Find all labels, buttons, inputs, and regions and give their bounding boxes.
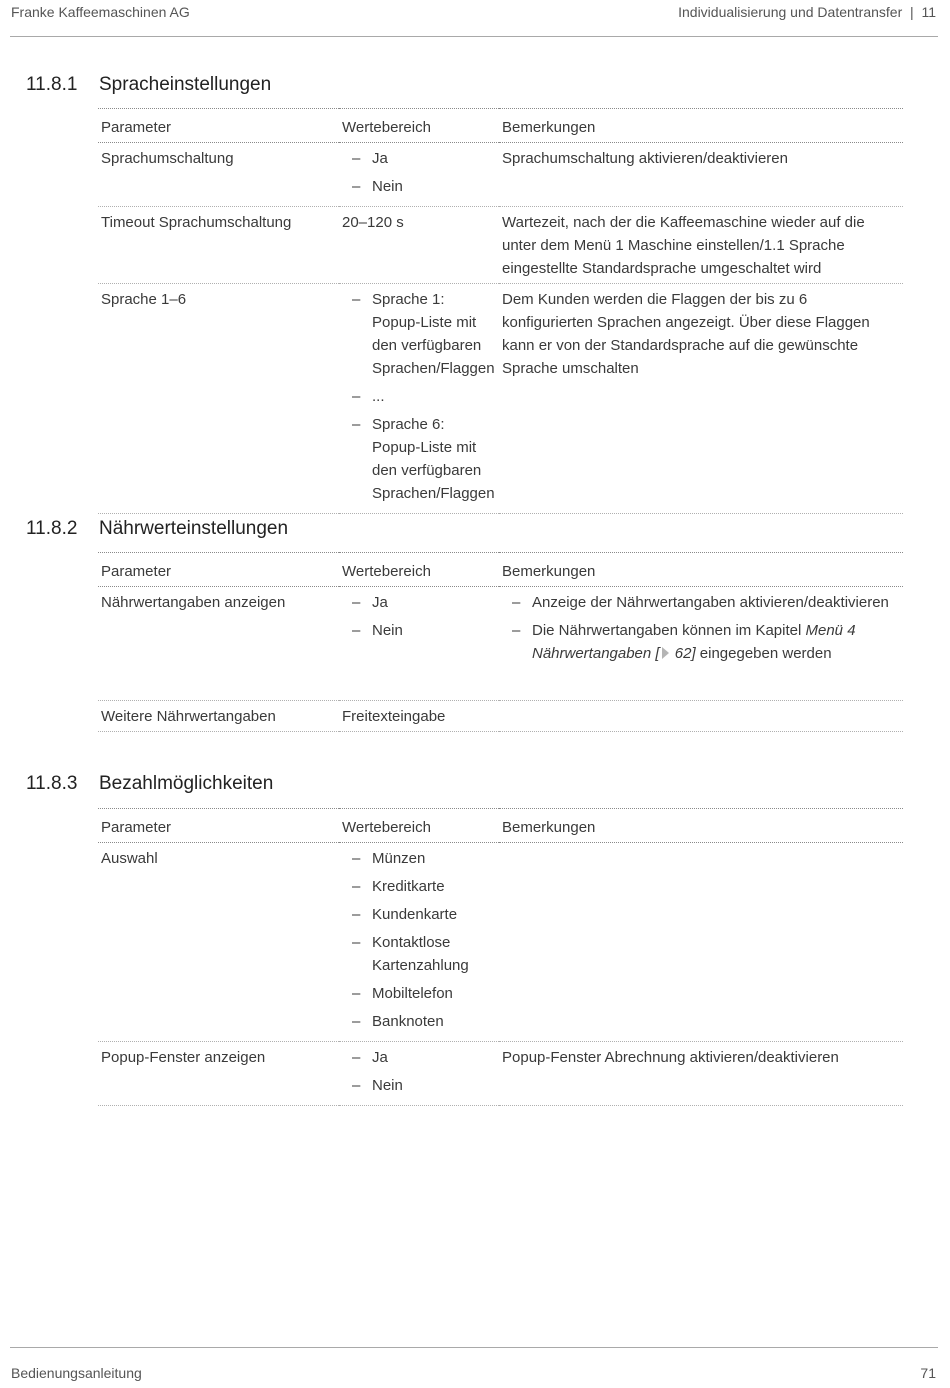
remark-cell — [499, 587, 903, 701]
list-item: – Münzen — [342, 847, 496, 870]
document-title: Bedienungsanleitung — [11, 1365, 142, 1381]
column-header-range: Wertebereich — [339, 553, 499, 587]
list-item: – Ja — [342, 1046, 496, 1069]
list-item: – Ja — [342, 147, 496, 170]
column-header-remarks: Bemerkungen — [499, 553, 903, 587]
page-number: 71 — [920, 1365, 936, 1381]
section-title-language: 11.8.1 Spracheinstellungen — [26, 74, 272, 95]
nutrition-settings-table — [98, 552, 903, 732]
page-footer — [10, 1347, 938, 1388]
column-header-parameter: Parameter — [98, 553, 339, 587]
payment-options-table — [98, 808, 903, 1106]
company-name: Franke Kaffeemaschinen AG — [11, 4, 190, 20]
page-header — [10, 0, 938, 37]
list-item: – Die Nährwertangaben können im Kapitel Menü 4 Nährwertangaben [ 62] eingegeben werden — [502, 619, 900, 665]
list-item: – ... — [342, 385, 496, 408]
param-cell: Popup-Fenster anzeigen — [98, 1042, 339, 1106]
table-row — [98, 143, 903, 207]
cross-reference-link[interactable]: Menü 4 Nährwertangaben [ 62] — [532, 622, 856, 662]
table-row — [98, 1042, 903, 1106]
remark-cell — [499, 701, 903, 732]
table-header-row — [98, 809, 903, 843]
remark-cell — [499, 843, 903, 1042]
list-item: – Kundenkarte — [342, 903, 496, 926]
param-cell: Sprachumschaltung — [98, 143, 339, 207]
range-cell — [339, 143, 499, 207]
list-item: – Nein — [342, 619, 496, 642]
list-item: – Kreditkarte — [342, 875, 496, 898]
section-title-payment: 11.8.3 Bezahlmöglichkeiten — [26, 773, 274, 794]
list-item: – Nein — [342, 1074, 496, 1097]
list-item: – Anzeige der Nährwertangaben aktivieren/deaktivieren — [502, 591, 900, 614]
column-header-parameter: Parameter — [98, 809, 339, 843]
param-cell: Nährwertangaben anzeigen — [98, 587, 339, 701]
column-header-range: Wertebereich — [339, 809, 499, 843]
list-item: – Mobiltelefon — [342, 982, 496, 1005]
section-title-nutrition: 11.8.2 Nährwerteinstellungen — [26, 518, 289, 539]
list-item: – Banknoten — [342, 1010, 496, 1033]
list-item: – Sprache 1: Popup-Liste mit den verfügbaren Sprachen/Flaggen — [342, 288, 496, 380]
list-item: – Kontaktlose Kartenzahlung — [342, 931, 496, 977]
remark-cell: Dem Kunden werden die Flaggen der bis zu 6 konfigurierten Sprachen angezeigt. Über diese Flaggen kann er von der Standardsprache auf die gewünschte Sprache umschalten — [499, 284, 903, 514]
column-header-remarks: Bemerkungen — [499, 809, 903, 843]
range-cell — [339, 1042, 499, 1106]
triangle-right-icon — [662, 647, 669, 659]
list-item: – Nein — [342, 175, 496, 198]
column-header-remarks: Bemerkungen — [499, 109, 903, 143]
remark-cell: Wartezeit, nach der die Kaffeemaschine wieder auf die unter dem Menü 1 Maschine einstellen/1.1 Sprache eingestellte Standardsprache umgeschaltet wird — [499, 207, 903, 284]
range-cell: 20–120 s — [339, 207, 499, 284]
range-cell: Freitexteingabe — [339, 701, 499, 732]
param-cell: Weitere Nährwertangaben — [98, 701, 339, 732]
table-row — [98, 284, 903, 514]
column-header-parameter: Parameter — [98, 109, 339, 143]
table-row — [98, 207, 903, 284]
table-header-row — [98, 109, 903, 143]
list-item: – Sprache 6: Popup-Liste mit den verfügbaren Sprachen/Flaggen — [342, 413, 496, 505]
list-item: – Ja — [342, 591, 496, 614]
column-header-range: Wertebereich — [339, 109, 499, 143]
chapter-title: Individualisierung und Datentransfer | 11 — [678, 4, 936, 20]
range-cell — [339, 587, 499, 701]
range-cell — [339, 843, 499, 1042]
language-settings-table — [98, 108, 903, 514]
table-row — [98, 843, 903, 1042]
param-cell: Sprache 1–6 — [98, 284, 339, 514]
remark-cell: Popup-Fenster Abrechnung aktivieren/deaktivieren — [499, 1042, 903, 1106]
table-header-row — [98, 553, 903, 587]
table-row — [98, 701, 903, 732]
param-cell: Auswahl — [98, 843, 339, 1042]
remark-cell: Sprachumschaltung aktivieren/deaktivieren — [499, 143, 903, 207]
range-cell — [339, 284, 499, 514]
table-row — [98, 587, 903, 701]
param-cell: Timeout Sprachumschaltung — [98, 207, 339, 284]
